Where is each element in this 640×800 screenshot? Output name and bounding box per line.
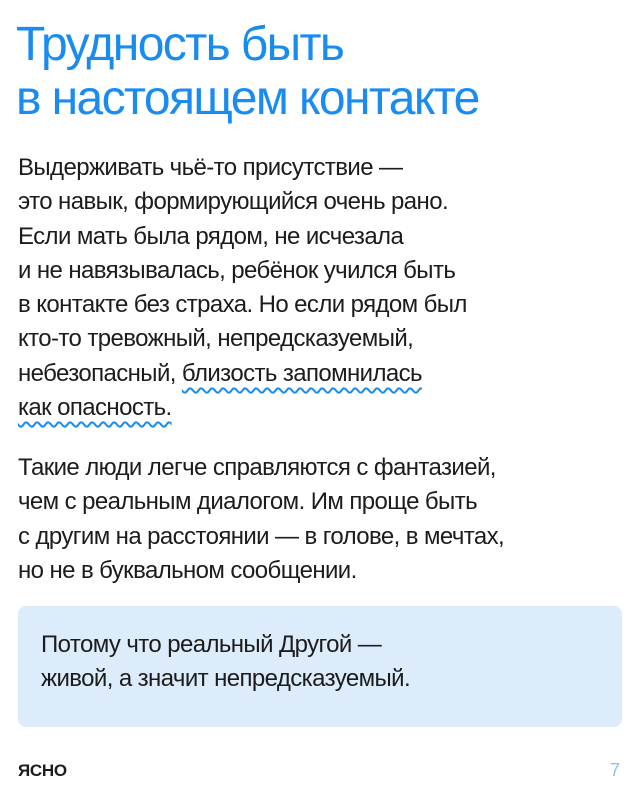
body-paragraph (18, 151, 628, 425)
title-line: Трудность быть (16, 18, 344, 71)
paragraph-line: Выдерживать чьё-то присутствие — (18, 154, 403, 181)
page-number: 7 (609, 760, 620, 780)
paragraph-line: и не навязывалась, ребёнок учился быть (18, 256, 456, 284)
callout-text (41, 628, 598, 696)
paragraph-text: небезопасный, (18, 359, 182, 387)
title-line: в настоящем контакте (16, 72, 479, 125)
callout-line: живой, а значит непредсказуемый. (41, 665, 411, 692)
paragraph-line: кто-то тревожный, непредсказуемый, (18, 325, 414, 353)
callout-line: Потому что реальный Другой — (41, 631, 382, 658)
paragraph-line: в контакте без страха. Но если рядом был (18, 291, 467, 319)
paragraph-line (18, 357, 628, 391)
brand-logo: ЯСНО (18, 761, 67, 780)
paragraph-line: это навык, формирующийся очень рано. (18, 188, 449, 216)
paragraph-line: но не в буквальном сообщении. (18, 556, 357, 584)
body-paragraph (18, 451, 628, 588)
page-title (16, 18, 626, 126)
highlighted-phrase: близость запомнилась (181, 359, 422, 387)
callout-box (18, 606, 622, 727)
paragraph-line: чем с реальным диалогом. Им проще быть (18, 488, 477, 516)
highlighted-phrase: как опасность. (18, 394, 172, 422)
paragraph-line: Если мать была рядом, не исчезала (18, 222, 404, 250)
paragraph-line: Такие люди легче справляются с фантазией, (18, 454, 496, 481)
paragraph-line: с другим на расстоянии — в голове, в мечтах, (18, 522, 505, 550)
paragraph-line (18, 391, 628, 425)
